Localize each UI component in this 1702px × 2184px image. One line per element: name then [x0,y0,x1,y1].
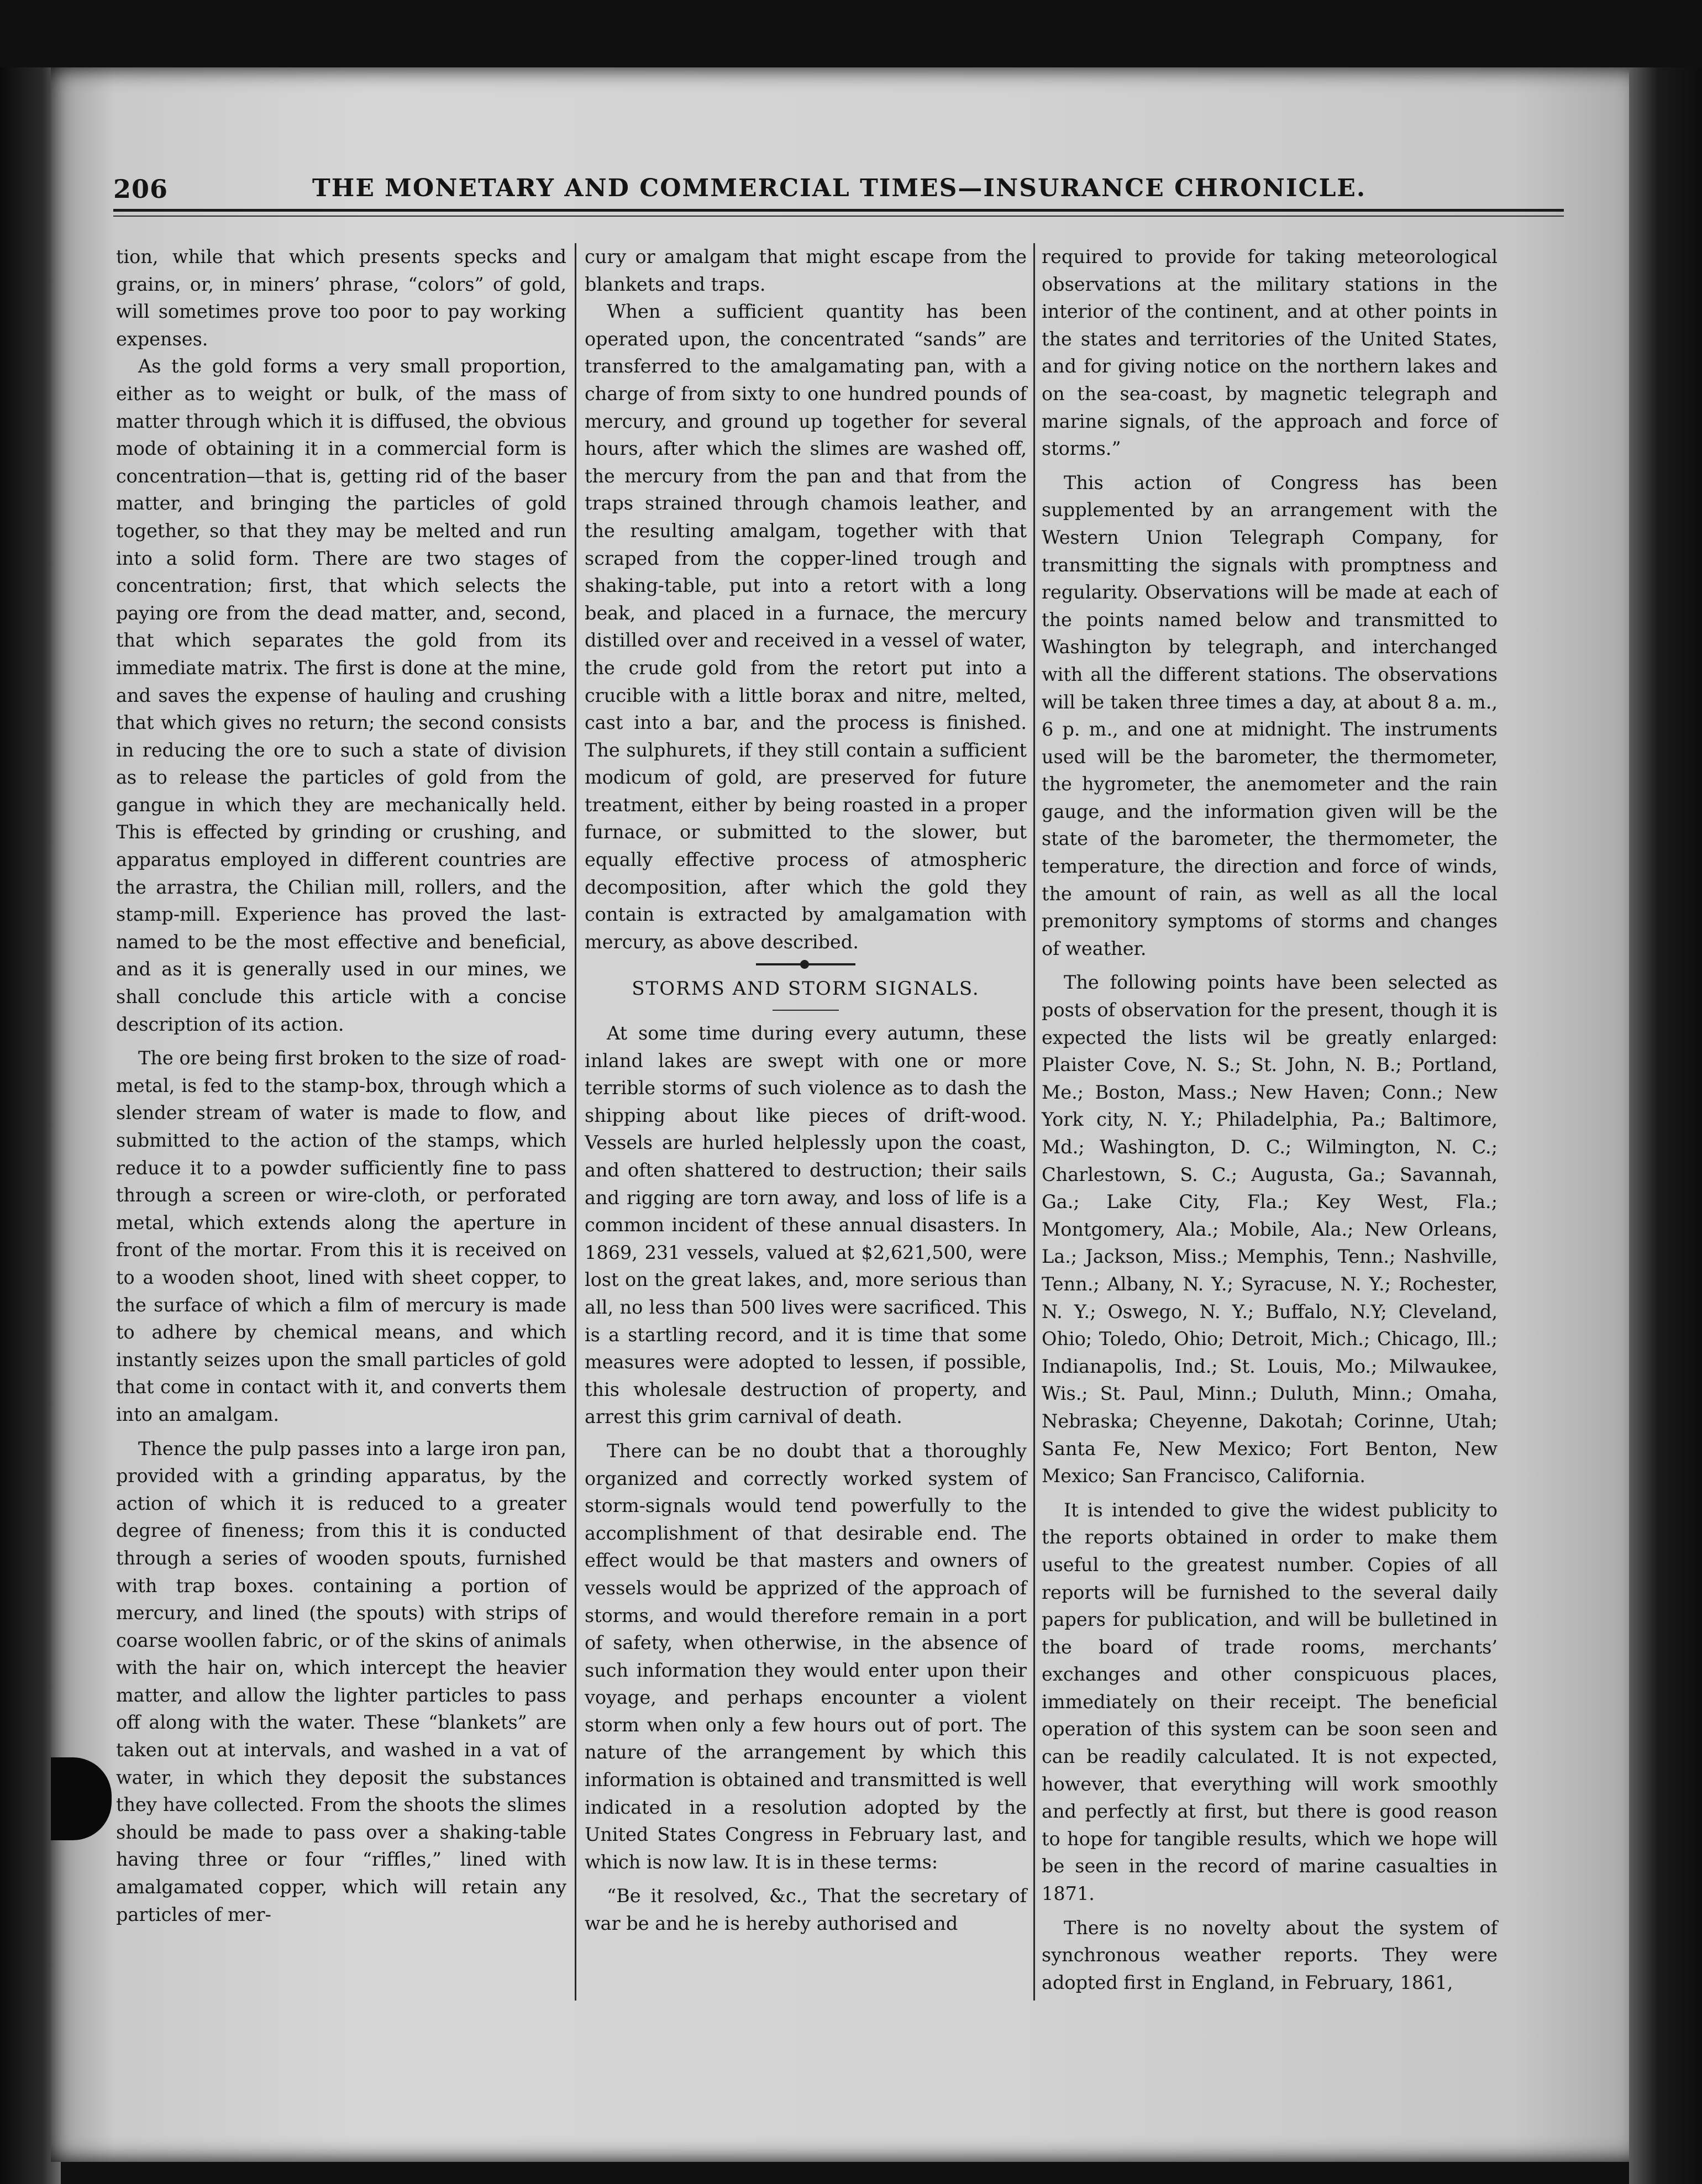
paragraph: There can be no doubt that a thoroughly organized and correctly worked system of storm-signals would tend powerfully to the accomplishment of that desirable end. The effect would be that masters and owners of vessels would be apprized of the approach of storms, and would therefore remain in a port of safety, when otherwise, in the absence of such information they would enter upon their voyage, and perhaps encounter a violent storm when only a few hours out of port. The nature of the arrangement by which this information is obtained and transmitted is well indicated in a resolution adopted by the United States Congress in February last, and which is now law. It is in these terms: [585,1440,1027,1873]
header-rule [113,209,1564,212]
column-rule-left [575,243,576,2001]
paragraph: Thence the pulp passes into a large iron pan, provided with a grinding apparatus, by the action of which it is reduced to a greater degree of fineness; from this it is conducted through a series of wooden spouts, furnished with trap boxes. containing a portion of mercury, and lined (the spouts) with strips of coarse woollen fabric, or of the skins of animals with the hair on, which intercept the heavier matter, and allow the lighter particles to pass off along with the water. These “blankets” are taken out at intervals, and washed in a vat of water, in which they deposit the substances they have collected. From the shoots the slimes should be made to pass over a shaking-table having three or four “riffles,” lined with amalgamated copper, which will retain any particles of mer- [116,1437,566,1925]
paragraph: required to provide for taking meteorological observations at the military stations in the interior of the continent, and at other points in the states and territories of the United States, and for giving notice on the northern lakes and on the sea-coast, by magnetic telegraph and marine signals, of the approach and force of storms.” [1042,246,1498,460]
column-2 [585,243,1027,1938]
paragraph: At some time during every autumn, these inland lakes are swept with one or more terrible storms of such violence as to dash the shipping about like pieces of drift-wood. Vessels are hurled helplessly upon the coast, and often shattered to destruction; their sails and rigging are torn away, and loss of life is a common incident of these annual disasters. In 1869, 231 vessels, valued at $2,621,500, were lost on the great lakes, and, more serious than all, no less than 500 lives were sacrificed. This is a startling record, and it is time that some measures were adopted to lessen, if possible, this wholesale destruction of property, and arrest this grim carnival of death. [585,1022,1027,1428]
paragraph: It is intended to give the widest publicity to the reports obtained in order to make them useful to the greatest number. Copies of all reports will be furnished to the several daily papers for publication, and will be bulletined in the board of trade rooms, merchants’ exchanges and other conspicuous places, immediately on their receipt. The beneficial operation of this system can be soon seen and can be readily calculated. It is not expected, however, that everything will work smoothly and perfectly at first, but there is good reason to hope for tangible results, which we hope will be seen in the record of marine casualties in 1871. [1042,1499,1498,1905]
page-number: 206 [113,174,169,204]
paragraph: “Be it resolved, &c., That the secretary of war be and he is hereby authorised and [585,1885,1027,1935]
paragraph: The following points have been selected as posts of observation for the present, though it is expected the lists wil be greatly enlarged: Plaister Cove, N. S.; St. John, N. B.; Portland, Me.; Boston, Mass.; New Haven; Conn.; New York city, N. Y.; Philadelphia, Pa.; Baltimore, Md.; Washington, D. C.; Wilmington, N. C.; Charlestown, S. C.; Augusta, Ga.; Savannah, Ga.; Lake City, Fla.; Key West, Fla.; Montgomery, Ala.; Mobile, Ala.; New Orleans, La.; Jackson, Miss.; Memphis, Tenn.; Nashville, Tenn.; Albany, N. Y.; Syracuse, N. Y.; Rochester, N. Y.; Oswego, N. Y.; Buffalo, N.Y; Cleveland, Ohio; Toledo, Ohio; Detroit, Mich.; Chicago, Ill.; Indianapolis, Ind.; St. Louis, Mo.; Milwaukee, Wis.; St. Paul, Minn.; Duluth, Minn.; Omaha, Nebraska; Cheyenne, Dakotah; Corinne, Utah; Santa Fe, New Mexico; Fort Benton, New Mexico; San Francisco, California. [1042,972,1498,1487]
paragraph: cury or amalgam that might escape from the blankets and traps. [585,246,1027,295]
right-page-edge [1629,67,1702,2184]
paragraph: tion, while that which presents specks and grains, or, in miners’ phrase, “colors” of gold, will sometimes prove too poor to pay working expenses. [116,246,566,350]
paragraph: This action of Congress has been supplemented by an arrangement with the Western Union Telegraph Company, for transmitting the signals with promptness and regularity. Observations will be made at each of the points named below and transmitted to Washington by telegraph, and interchanged with all the different stations. The observations will be taken three times a day, at about 8 a. m., 6 p. m., and one at midnight. The instruments used will be the barometer, the thermometer, the hygrometer, the anemometer and the rain gauge, and the information given will be the state of the barometer, the thermometer, the temperature, the direction and force of winds, the amount of rain, as well as all the local premonitory symptoms of storms and changes of weather. [1042,471,1498,959]
paragraph: The ore being first broken to the size of road-metal, is fed to the stamp-box, through which a slender stream of water is made to flow, and submitted to the action of the stamps, which reduce it to a powder sufficiently fine to pass through a screen or wire-cloth, or perforated metal, which extends along the aperture in front of the mortar. From this it is received on to a wooden shoot, lined with sheet copper, to the surface of which a film of mercury is made to adhere by chemical means, and which instantly seizes upon the small particles of gold that come in contact with it, and converts them into an amalgam. [116,1047,566,1425]
heading-underline [773,1010,839,1011]
column-rule-right [1033,243,1035,2001]
header-rule-thin [113,216,1564,217]
running-title: THE MONETARY AND COMMERCIAL TIMES—INSURANCE CHRONICLE. [312,174,1367,202]
column-3 [1042,243,1498,1996]
column-1 [116,243,566,1928]
section-ornament [756,963,855,965]
paragraph: There is no novelty about the system of synchronous weather reports. They were adopted first in England, in February, 1861, [1042,1917,1498,1993]
paragraph: As the gold forms a very small proportion, either as to weight or bulk, of the mass of matter through which it is diffused, the obvious mode of obtaining it in a commercial form is concentration—that is, getting rid of the baser matter, and bringing the particles of gold together, so that they may be melted and run into a solid form. There are two stages of concentration; first, that which selects the paying ore from the dead matter, and, second, that which separates the gold from its immediate matrix. The first is done at the mine, and saves the expense of hauling and crushing that which gives no return; the second consists in reducing the ore to such a state of division as to release the particles of gold from the gangue in which they are mechanically held. This is effected by grinding or crushing, and apparatus employed in different countries are the arrastra, the Chilian mill, rollers, and the stamp-mill. Experience has proved the last-named to be the most effective and beneficial, and as it is generally used in our mines, we shall conclude this article with a concise description of its action. [116,355,566,1035]
section-heading: STORMS AND STORM SIGNALS. [632,978,980,1000]
paragraph: When a sufficient quantity has been operated upon, the concentrated “sands” are transferred to the amalgamating pan, with a charge of from sixty to one hundred pounds of mercury, and ground up together for several hours, after which the slimes are washed off, the mercury from the pan and that from the traps strained through chamois leather, and the resulting amalgam, together with that scraped from the copper-lined trough and shaking-table, put into a retort with a long beak, and placed in a furnace, the mercury distilled over and received in a vessel of water, the crude gold from the retort put into a crucible with a little borax and nitre, melted, cast into a bar, and the process is finished. The sulphurets, if they still contain a sufficient modicum of gold, are preserved for future treatment, either by being roasted in a proper furnace, or submitted to the slower, but equally effective process of atmospheric decomposition, after which the gold they contain is extracted by amalgamation with mercury, as above described. [585,301,1027,953]
